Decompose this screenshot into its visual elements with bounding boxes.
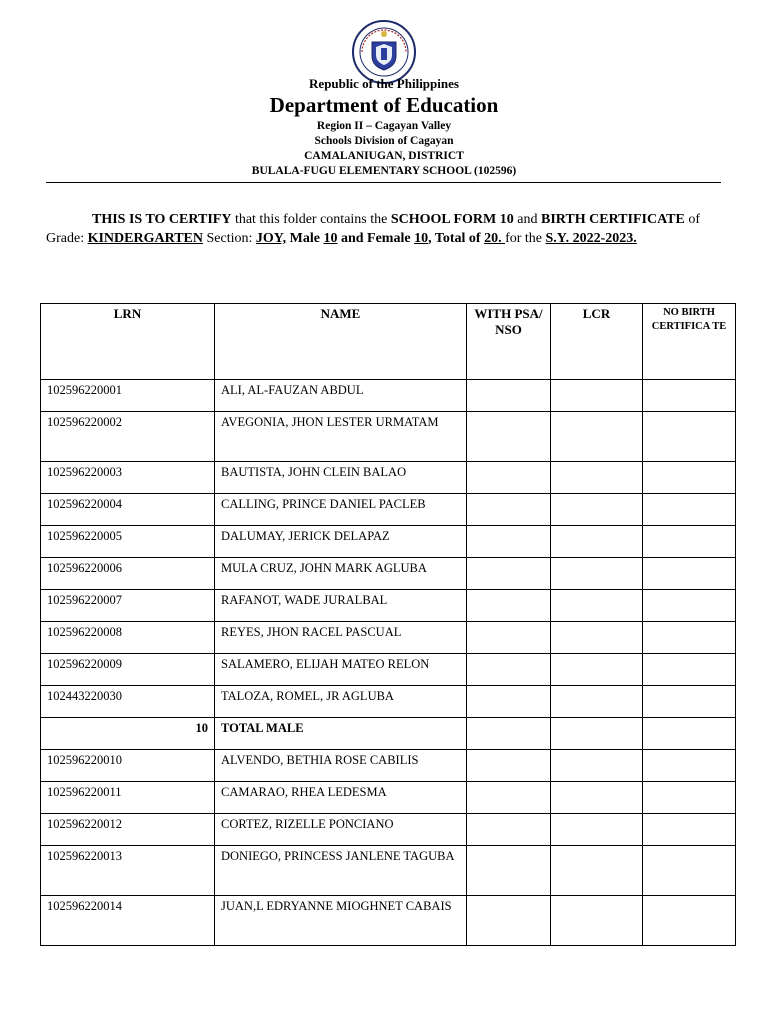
name-cell: AVEGONIA, JHON LESTER URMATAM: [215, 412, 467, 462]
cert-text: that this folder contains the: [231, 212, 391, 227]
division-line: Schools Division of Cagayan: [314, 135, 454, 147]
cert-text: for the: [505, 231, 546, 246]
no-birth-cell: [643, 526, 736, 558]
psa-cell: [467, 782, 551, 814]
table-row: [41, 654, 736, 686]
male-label: Male: [286, 231, 324, 246]
psa-cell: [467, 896, 551, 946]
lrn-cell: 102596220014: [41, 896, 215, 946]
section-value: JOY,: [255, 231, 287, 246]
lcr-cell: [551, 814, 643, 846]
psa-cell: [467, 462, 551, 494]
no-birth-cell: [643, 380, 736, 412]
male-count: 10: [323, 231, 338, 246]
lcr-cell: [551, 494, 643, 526]
no-birth-cell: [643, 686, 736, 718]
lcr-cell: [551, 718, 643, 750]
no-birth-cell: [643, 590, 736, 622]
lrn-cell: 102596220006: [41, 558, 215, 590]
psa-cell: [467, 846, 551, 896]
table-row: [41, 686, 736, 718]
table-row: [41, 462, 736, 494]
lrn-cell: 102596220002: [41, 412, 215, 462]
col-header-name: NAME: [215, 304, 467, 380]
total-male-count: 10: [41, 718, 215, 750]
name-cell: ALI, AL-FAUZAN ABDUL: [215, 380, 467, 412]
total-count: 20.: [484, 231, 506, 246]
col-header-lcr: LCR: [551, 304, 643, 380]
lrn-cell: 102596220005: [41, 526, 215, 558]
cert-lead: THIS IS TO CERTIFY: [92, 212, 232, 227]
no-birth-cell: [643, 412, 736, 462]
psa-cell: [467, 654, 551, 686]
lcr-cell: [551, 782, 643, 814]
no-birth-cell: [643, 896, 736, 946]
lcr-cell: [551, 686, 643, 718]
cert-text: Section:: [203, 231, 256, 246]
psa-cell: [467, 622, 551, 654]
name-cell: ALVENDO, BETHIA ROSE CABILIS: [215, 750, 467, 782]
lcr-cell: [551, 590, 643, 622]
name-cell: RAFANOT, WADE JURALBAL: [215, 590, 467, 622]
lrn-cell: 102596220011: [41, 782, 215, 814]
psa-cell: [467, 494, 551, 526]
col-header-lrn: LRN: [41, 304, 215, 380]
lcr-cell: [551, 622, 643, 654]
lcr-cell: [551, 846, 643, 896]
total-label: , Total of: [428, 231, 485, 246]
male-rows: [41, 380, 736, 718]
lrn-cell: 102596220004: [41, 494, 215, 526]
lrn-cell: 102596220001: [41, 380, 215, 412]
deped-seal-icon: [352, 20, 416, 84]
col-header-with-psa: WITH PSA/ NSO: [467, 304, 551, 380]
no-birth-cell: [643, 846, 736, 896]
school-line: BULALA-FUGU ELEMENTARY SCHOOL (102596): [251, 165, 517, 177]
table-row: [41, 750, 736, 782]
grade-value: KINDERGARTEN: [87, 231, 204, 246]
name-cell: SALAMERO, ELIJAH MATEO RELON: [215, 654, 467, 686]
district-line: CAMALANIUGAN, DISTRICT: [304, 150, 464, 162]
region-line: Region II – Cagayan Valley: [316, 120, 452, 132]
psa-cell: [467, 558, 551, 590]
no-birth-cell: [643, 782, 736, 814]
name-cell: TALOZA, ROMEL, JR AGLUBA: [215, 686, 467, 718]
psa-cell: [467, 412, 551, 462]
lrn-cell: 102443220030: [41, 686, 215, 718]
no-birth-cell: [643, 622, 736, 654]
table-row: [41, 526, 736, 558]
psa-cell: [467, 590, 551, 622]
lcr-cell: [551, 412, 643, 462]
name-cell: REYES, JHON RACEL PASCUAL: [215, 622, 467, 654]
lrn-cell: 102596220009: [41, 654, 215, 686]
name-cell: CORTEZ, RIZELLE PONCIANO: [215, 814, 467, 846]
department-title: Department of Education: [269, 93, 499, 117]
no-birth-cell: [643, 814, 736, 846]
no-birth-cell: [643, 558, 736, 590]
name-cell: CAMARAO, RHEA LEDESMA: [215, 782, 467, 814]
school-year: S.Y. 2022-2023.: [545, 231, 637, 246]
name-cell: JUAN,L EDRYANNE MIOGHNET CABAIS: [215, 896, 467, 946]
cert-text: of Grade:: [46, 212, 700, 246]
female-count: 10: [414, 231, 429, 246]
birth-certificate-label: BIRTH CERTIFICATE: [540, 212, 685, 227]
psa-cell: [467, 686, 551, 718]
school-form-label: SCHOOL FORM 10: [390, 212, 514, 227]
total-male-label: TOTAL MALE: [215, 718, 467, 750]
name-cell: DALUMAY, JERICK DELAPAZ: [215, 526, 467, 558]
table-row: [41, 846, 736, 896]
table-row: [41, 494, 736, 526]
lcr-cell: [551, 558, 643, 590]
psa-cell: [467, 718, 551, 750]
col-header-no-birth-certificate: NO BIRTH CERTIFICA TE: [643, 304, 736, 380]
lcr-cell: [551, 380, 643, 412]
name-cell: DONIEGO, PRINCESS JANLENE TAGUBA: [215, 846, 467, 896]
table-row: [41, 814, 736, 846]
name-cell: BAUTISTA, JOHN CLEIN BALAO: [215, 462, 467, 494]
female-rows: [41, 750, 736, 946]
header-divider: [46, 182, 721, 183]
no-birth-cell: [643, 462, 736, 494]
lrn-cell: 102596220003: [41, 462, 215, 494]
table-row: [41, 380, 736, 412]
lrn-cell: 102596220012: [41, 814, 215, 846]
lcr-cell: [551, 526, 643, 558]
psa-cell: [467, 814, 551, 846]
no-birth-cell: [643, 654, 736, 686]
table-row: [41, 782, 736, 814]
table-row: [41, 558, 736, 590]
name-cell: CALLING, PRINCE DANIEL PACLEB: [215, 494, 467, 526]
learner-table: [40, 303, 736, 946]
female-label: and Female: [337, 231, 415, 246]
lrn-cell: 102596220010: [41, 750, 215, 782]
psa-cell: [467, 526, 551, 558]
cert-text: and: [513, 212, 541, 227]
lcr-cell: [551, 750, 643, 782]
table-row: [41, 590, 736, 622]
lrn-cell: 102596220007: [41, 590, 215, 622]
lrn-cell: 102596220013: [41, 846, 215, 896]
certification-paragraph: [46, 210, 726, 248]
psa-cell: [467, 380, 551, 412]
lrn-cell: 102596220008: [41, 622, 215, 654]
no-birth-cell: [643, 750, 736, 782]
table-row: [41, 412, 736, 462]
lcr-cell: [551, 654, 643, 686]
lcr-cell: [551, 462, 643, 494]
table-row: [41, 622, 736, 654]
lcr-cell: [551, 896, 643, 946]
no-birth-cell: [643, 718, 736, 750]
total-male-row: [41, 718, 736, 750]
no-birth-cell: [643, 494, 736, 526]
republic-heading: Republic of the Philippines: [309, 76, 459, 91]
name-cell: MULA CRUZ, JOHN MARK AGLUBA: [215, 558, 467, 590]
table-row: [41, 896, 736, 946]
psa-cell: [467, 750, 551, 782]
